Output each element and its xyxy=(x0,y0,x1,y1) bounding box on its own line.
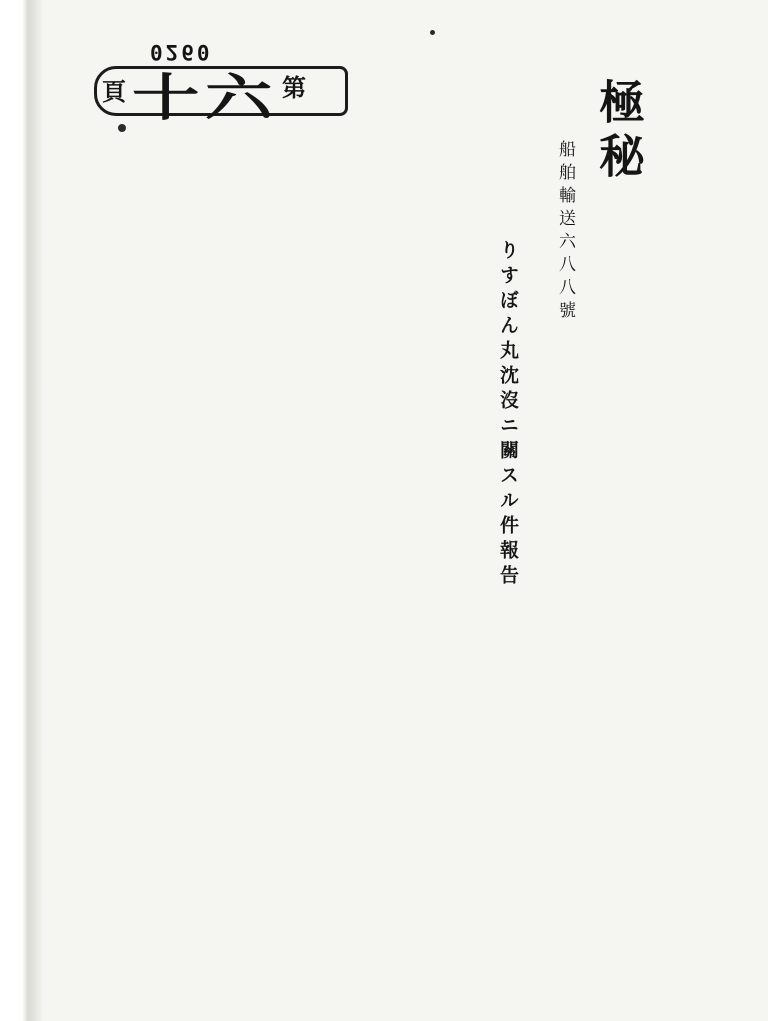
document-number: 船舶輸送六八八號 xyxy=(555,140,575,324)
ink-speck xyxy=(118,124,126,132)
ink-speck xyxy=(430,30,435,35)
document-subject: りすぼん丸沈沒ニ關スル件報告 xyxy=(497,240,519,590)
page-label: 頁 xyxy=(102,77,126,106)
classification-mark: 極秘 xyxy=(592,78,646,186)
page-numeral-brush: 十六 xyxy=(132,69,278,127)
page-edge xyxy=(0,0,42,1021)
page-number: 0260 xyxy=(150,40,213,64)
page-ordinal-label: 第 xyxy=(282,73,306,102)
